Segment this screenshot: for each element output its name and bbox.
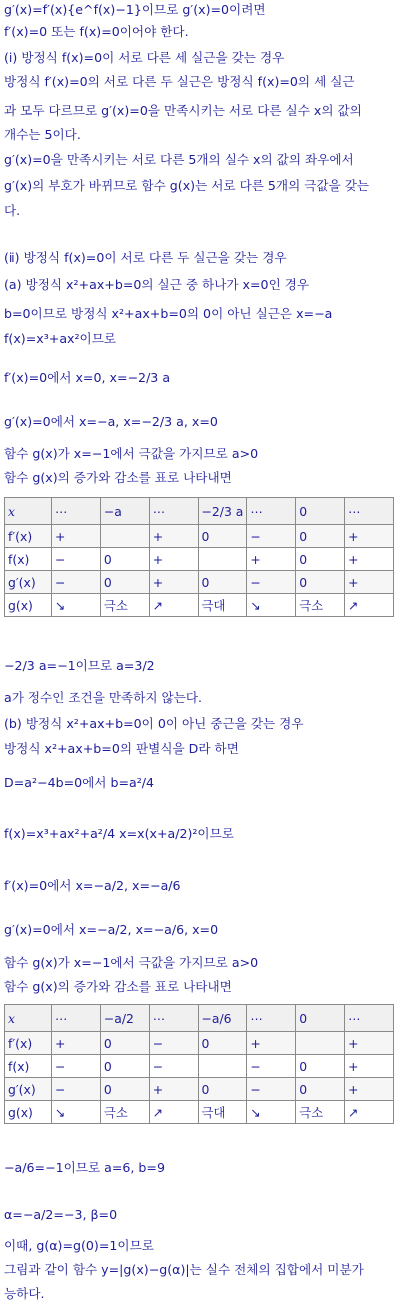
table-cell: − [247,1055,296,1078]
table-cell: g′(x) [5,571,52,594]
table-cell: + [345,1055,394,1078]
table-header-row [5,498,394,525]
table-cell: −2/3 a [198,498,247,525]
text-line: g′(x)=0에서 x=−a/2, x=−a/6, x=0 [4,922,219,937]
table-row [5,1101,394,1124]
table-cell: ⋯ [149,1005,198,1032]
table-row [5,548,394,571]
table-cell: + [149,525,198,548]
table-cell: ↘ [247,594,296,617]
table-cell: g(x) [5,1101,52,1124]
table-cell: + [345,548,394,571]
text-line: α=−a/2=−3, β=0 [4,1207,118,1222]
table-cell: 0 [296,1005,345,1032]
table-cell: − [149,1055,198,1078]
table-cell: ↗ [149,594,198,617]
table-cell: − [52,548,101,571]
table-row [5,571,394,594]
table-row [5,1032,394,1055]
text-line: 방정식 f′(x)=0의 서로 다른 두 실근은 방정식 f(x)=0의 세 실근 [4,74,355,89]
table-cell: + [52,1032,101,1055]
table-cell: −a/2 [100,1005,149,1032]
text-line: 함수 g(x)의 증가와 감소를 표로 나타내면 [4,470,232,485]
table-cell: 극소 [100,594,149,617]
text-line: f′(x)=0에서 x=−a/2, x=−a/6 [4,878,181,893]
table-cell: + [52,525,101,548]
table-cell: 0 [296,525,345,548]
table-cell: 0 [198,1032,247,1055]
text-line: D=a²−4b=0에서 b=a²/4 [4,775,155,790]
table-cell [100,525,149,548]
table-cell: − [247,525,296,548]
table-cell: g(x) [5,594,52,617]
table-cell: ⋯ [247,1005,296,1032]
text-line: g′(x)=0을 만족시키는 서로 다른 5개의 실수 x의 값의 좌우에서 [4,152,354,167]
table-row [5,1055,394,1078]
table-cell: 0 [296,571,345,594]
subcase-heading: (a) 방정식 x²+ax+b=0의 실근 중 하나가 x=0인 경우 [4,277,310,292]
table-cell: 극대 [198,1101,247,1124]
table-cell: 0 [198,1078,247,1101]
table-cell: + [149,548,198,571]
table-cell: ↘ [52,594,101,617]
table-cell: + [149,1078,198,1101]
text-line: 방정식 x²+ax+b=0의 판별식을 D라 하면 [4,741,239,756]
table-cell: 0 [100,1078,149,1101]
table-cell: f(x) [5,1055,52,1078]
table-cell: − [247,571,296,594]
table-row [5,525,394,548]
text-line: 능하다. [4,1286,45,1301]
table-cell: 0 [100,548,149,571]
table-row [5,594,394,617]
table-cell: ↗ [345,1101,394,1124]
table-cell: ⋯ [345,1005,394,1032]
text-line: f′(x)=0에서 x=0, x=−2/3 a [4,370,171,385]
text-line: 개수는 5이다. [4,127,81,142]
table-cell: − [52,1078,101,1101]
table-cell: −a [100,498,149,525]
table-cell: + [345,571,394,594]
text-line: f′(x)=0 또는 f(x)=0이어야 한다. [4,24,189,39]
table-cell: g′(x) [5,1078,52,1101]
table-cell: −a/6 [198,1005,247,1032]
table-cell [198,1055,247,1078]
table-row [5,1078,394,1101]
table-cell: 극대 [198,594,247,617]
table-cell: x [5,1005,52,1032]
text-line: −a/6=−1이므로 a=6, b=9 [4,1160,165,1175]
text-line: f(x)=x³+ax²+a²/4 x=x(x+a/2)²이므로 [4,826,234,841]
table-cell: ⋯ [149,498,198,525]
text-line: g′(x)=0에서 x=−a, x=−2/3 a, x=0 [4,414,218,429]
variation-table-2 [4,1004,396,1124]
table-cell: + [345,1032,394,1055]
table-cell: 극소 [100,1101,149,1124]
variation-table-1 [4,497,396,617]
text-line: b=0이므로 방정식 x²+ax+b=0의 0이 아닌 실근은 x=−a [4,306,333,321]
table-cell: ↗ [149,1101,198,1124]
table-cell: f′(x) [5,525,52,548]
text-line: 이때, g(α)=g(0)=1이므로 [4,1238,154,1253]
table-cell: ⋯ [345,498,394,525]
text-line: a가 정수인 조건을 만족하지 않는다. [4,690,203,705]
table-cell: ↘ [247,1101,296,1124]
table-cell: + [345,1078,394,1101]
text-line: g′(x)의 부호가 바뀌므로 함수 g(x)는 서로 다른 5개의 극값을 갖는 [4,178,370,193]
text-line: 그림과 같이 함수 y=|g(x)−g(α)|는 실수 전체의 집합에서 미분가 [4,1262,364,1277]
table-cell: ⋯ [52,498,101,525]
text-line: 과 모두 다르므로 g′(x)=0을 만족시키는 서로 다른 실수 x의 값의 [4,103,362,118]
table-cell: 극소 [296,1101,345,1124]
table-cell: 0 [100,1032,149,1055]
case-heading: (ⅱ) 방정식 f(x)=0이 서로 다른 두 실근을 갖는 경우 [4,250,287,265]
text-line: 함수 g(x)가 x=−1에서 극값을 가지므로 a>0 [4,955,259,970]
table-cell: + [345,525,394,548]
table-cell: ↘ [52,1101,101,1124]
case-heading: (ⅰ) 방정식 f(x)=0이 서로 다른 세 실근을 갖는 경우 [4,50,285,65]
table-cell: ⋯ [247,498,296,525]
subcase-heading: (b) 방정식 x²+ax+b=0이 0이 아닌 중근을 갖는 경우 [4,716,304,731]
table-header-row [5,1005,394,1032]
text-line: 함수 g(x)의 증가와 감소를 표로 나타내면 [4,979,232,994]
table-cell: 0 [296,498,345,525]
table-cell: − [52,1055,101,1078]
table-cell: 0 [296,1055,345,1078]
table-cell: 0 [296,548,345,571]
table-cell: + [247,1032,296,1055]
table-cell: 0 [296,1078,345,1101]
table-cell: ↗ [345,594,394,617]
table-cell: + [247,548,296,571]
table-cell: 0 [198,571,247,594]
table-cell: − [149,1032,198,1055]
table-cell: f′(x) [5,1032,52,1055]
table-cell: 0 [100,571,149,594]
table-cell [296,1032,345,1055]
table-cell: x [5,498,52,525]
table-cell: ⋯ [52,1005,101,1032]
table-cell [198,548,247,571]
table-cell: 극소 [296,594,345,617]
text-line: f(x)=x³+ax²이므로 [4,331,117,346]
table-cell: + [149,571,198,594]
text-line: −2/3 a=−1이므로 a=3/2 [4,658,155,673]
table-cell: − [52,571,101,594]
table-cell: 0 [100,1055,149,1078]
table-cell: f(x) [5,548,52,571]
table-cell: − [247,1078,296,1101]
table-cell: 0 [198,525,247,548]
text-line: g′(x)=f′(x){e^f(x)−1}이므로 g′(x)=0이려면 [4,2,266,17]
text-line: 함수 g(x)가 x=−1에서 극값을 가지므로 a>0 [4,446,259,461]
text-line: 다. [4,203,21,218]
